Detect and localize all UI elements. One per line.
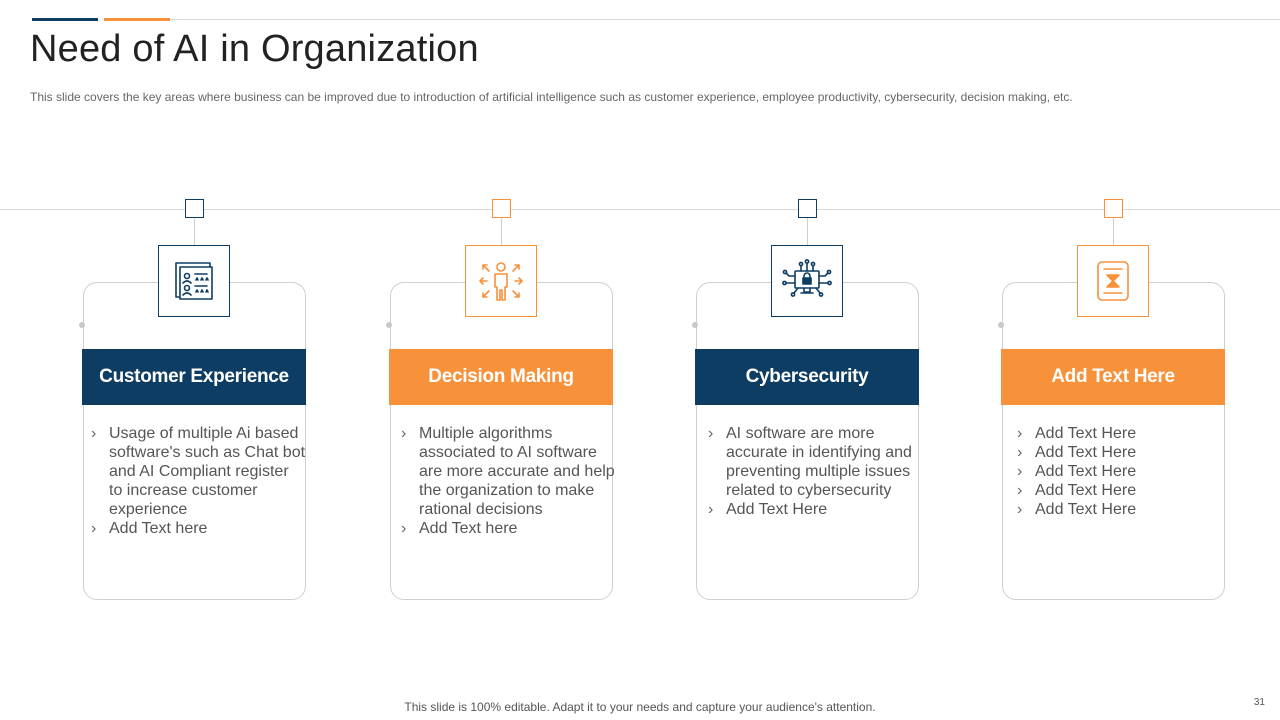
list-item: › Add Text here — [91, 519, 306, 538]
footer-note: This slide is 100% editable. Adapt it to your needs and capture your audience's attention. — [404, 700, 876, 714]
list-item: › Add Text Here — [1017, 481, 1232, 500]
accent-bar-orange — [104, 18, 170, 21]
list-item: › Add Text Here — [1017, 462, 1232, 481]
timeline-marker — [185, 199, 204, 218]
connector-line — [194, 218, 195, 245]
card-dot — [998, 322, 1004, 328]
card-list-customer-experience — [91, 424, 306, 538]
card-title-decision-making: Decision Making — [389, 349, 613, 405]
list-item: › Multiple algorithms associated to AI software are more accurate and help the organization to make rational decisions — [401, 424, 616, 519]
timeline-marker — [492, 199, 511, 218]
connector-line — [501, 218, 502, 245]
timeline-marker — [798, 199, 817, 218]
connector-line — [1113, 218, 1114, 245]
card-list-cybersecurity — [708, 424, 923, 519]
page-number: 31 — [1253, 697, 1265, 708]
person-arrows-icon — [465, 245, 537, 317]
hourglass-document-icon — [1077, 245, 1149, 317]
list-item: › Add Text Here — [1017, 443, 1232, 462]
list-item: › Add Text Here — [1017, 500, 1232, 519]
card-list-decision-making — [401, 424, 616, 538]
secure-monitor-circuit-icon — [771, 245, 843, 317]
top-divider — [170, 19, 1280, 20]
page-title: Need of AI in Organization — [30, 28, 479, 70]
list-item: › AI software are more accurate in identifying and preventing multiple issues related to cybersecurity — [708, 424, 923, 500]
card-list-add-text — [1017, 424, 1232, 519]
card-title-customer-experience: Customer Experience — [82, 349, 306, 405]
timeline-marker — [1104, 199, 1123, 218]
accent-bar-navy — [32, 18, 98, 21]
card-dot — [386, 322, 392, 328]
list-item: › Add Text Here — [708, 500, 923, 519]
list-item: › Usage of multiple Ai based software's such as Chat bot and AI Compliant register to increase customer experience — [91, 424, 306, 519]
card-title-add-text: Add Text Here — [1001, 349, 1225, 405]
card-title-cybersecurity: Cybersecurity — [695, 349, 919, 405]
list-item: › Add Text Here — [1017, 424, 1232, 443]
card-dot — [692, 322, 698, 328]
card-dot — [79, 322, 85, 328]
certificate-rating-icon — [158, 245, 230, 317]
list-item: › Add Text here — [401, 519, 616, 538]
connector-line — [807, 218, 808, 245]
page-subtitle: This slide covers the key areas where business can be improved due to introduction of artificial intelligence such as customer experience, employee productivity, cybersecurity, decision making, etc. — [30, 90, 1073, 104]
